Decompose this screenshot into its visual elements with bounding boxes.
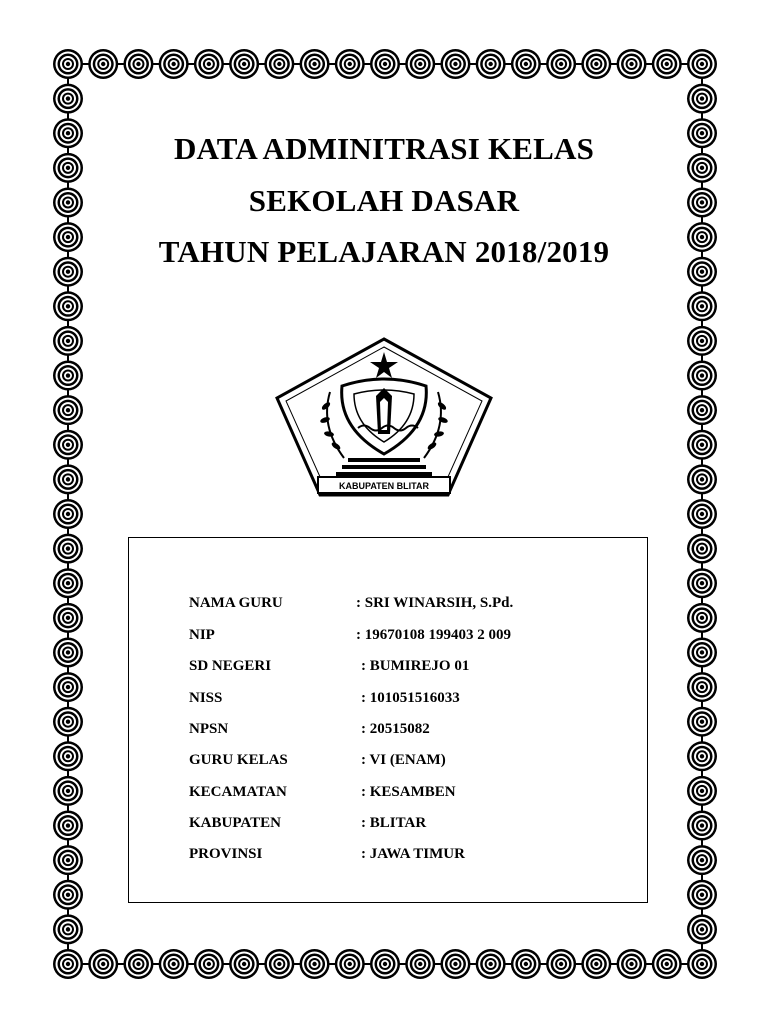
border-ring <box>405 949 435 979</box>
border-ring <box>687 464 717 494</box>
border-ring <box>476 49 506 79</box>
border-ring <box>53 949 83 979</box>
border-ring <box>687 568 717 598</box>
border-ring <box>159 949 189 979</box>
border-ring <box>53 637 83 667</box>
border-ring <box>687 811 717 841</box>
info-value: : 20515082 <box>361 721 430 737</box>
document-title-line-1: DATA ADMINITRASI KELAS <box>173 131 595 166</box>
border-ring <box>53 326 83 356</box>
border-ring <box>687 741 717 771</box>
border-ring <box>300 949 330 979</box>
border-ring <box>194 49 224 79</box>
border-ring <box>476 949 506 979</box>
info-label: KABUPATEN <box>189 815 281 831</box>
border-ring <box>53 741 83 771</box>
kabupaten-blitar-emblem <box>272 336 496 500</box>
info-label: PROVINSI <box>189 846 263 862</box>
border-ring <box>581 49 611 79</box>
border-ring <box>687 499 717 529</box>
info-value: : BUMIREJO 01 <box>361 658 470 674</box>
border-ring <box>546 49 576 79</box>
border-ring <box>687 880 717 910</box>
border-ring <box>53 914 83 944</box>
border-ring <box>370 949 400 979</box>
border-ring <box>511 49 541 79</box>
border-ring <box>687 84 717 114</box>
border-ring <box>53 361 83 391</box>
info-label: NPSN <box>189 721 229 737</box>
info-label: GURU KELAS <box>189 752 288 768</box>
border-ring <box>405 49 435 79</box>
info-value: : BLITAR <box>361 815 427 831</box>
info-label: NIP <box>189 627 215 643</box>
border-ring <box>687 534 717 564</box>
border-ring <box>687 637 717 667</box>
document-title-line-3: TAHUN PELAJARAN 2018/2019 <box>158 234 610 269</box>
border-ring <box>440 949 470 979</box>
border-ring <box>440 49 470 79</box>
info-value: : KESAMBEN <box>361 784 456 800</box>
info-value: : VI (ENAM) <box>361 752 446 768</box>
emblem-banner-text: KABUPATEN BLITAR <box>339 481 429 491</box>
border-ring <box>53 776 83 806</box>
info-label: NISS <box>189 690 223 706</box>
border-ring <box>652 49 682 79</box>
border-ring <box>687 914 717 944</box>
border-ring <box>617 49 647 79</box>
border-ring <box>335 49 365 79</box>
border-ring <box>53 430 83 460</box>
teacher-info-box <box>128 537 648 903</box>
info-value: : 101051516033 <box>361 690 460 706</box>
border-ring <box>687 776 717 806</box>
border-ring <box>335 949 365 979</box>
info-label: KECAMATAN <box>189 784 287 800</box>
border-ring <box>687 845 717 875</box>
border-ring <box>53 603 83 633</box>
border-ring <box>53 464 83 494</box>
border-ring <box>264 949 294 979</box>
border-ring <box>53 49 83 79</box>
info-value: : SRI WINARSIH, S.Pd. <box>356 595 514 611</box>
border-ring <box>370 49 400 79</box>
border-ring <box>687 291 717 321</box>
border-ring <box>194 949 224 979</box>
border-ring <box>687 603 717 633</box>
info-label: SD NEGERI <box>189 658 272 674</box>
info-label: NAMA GURU <box>189 595 283 611</box>
border-ring <box>53 845 83 875</box>
border-ring <box>53 291 83 321</box>
border-ring <box>511 949 541 979</box>
border-ring <box>123 949 153 979</box>
border-ring <box>546 949 576 979</box>
border-ring <box>687 707 717 737</box>
border-ring <box>687 672 717 702</box>
border-ring <box>53 84 83 114</box>
border-ring <box>687 430 717 460</box>
border-ring <box>264 49 294 79</box>
border-ring <box>652 949 682 979</box>
border-ring <box>88 49 118 79</box>
border-ring <box>159 49 189 79</box>
border-ring <box>53 707 83 737</box>
info-value: : JAWA TIMUR <box>361 846 465 862</box>
border-ring <box>687 395 717 425</box>
border-ring <box>53 672 83 702</box>
border-ring <box>581 949 611 979</box>
border-ring <box>617 949 647 979</box>
border-ring <box>229 949 259 979</box>
border-ring <box>687 949 717 979</box>
document-title-line-2: SEKOLAH DASAR <box>248 183 520 218</box>
border-ring <box>53 534 83 564</box>
border-ring <box>53 880 83 910</box>
border-ring <box>53 499 83 529</box>
border-ring <box>300 49 330 79</box>
border-ring <box>53 811 83 841</box>
border-ring <box>123 49 153 79</box>
border-ring <box>53 568 83 598</box>
border-ring <box>687 49 717 79</box>
border-ring <box>229 49 259 79</box>
border-ring <box>53 395 83 425</box>
border-ring <box>687 326 717 356</box>
border-ring <box>687 361 717 391</box>
border-ring <box>88 949 118 979</box>
info-value: : 19670108 199403 2 009 <box>356 627 511 643</box>
